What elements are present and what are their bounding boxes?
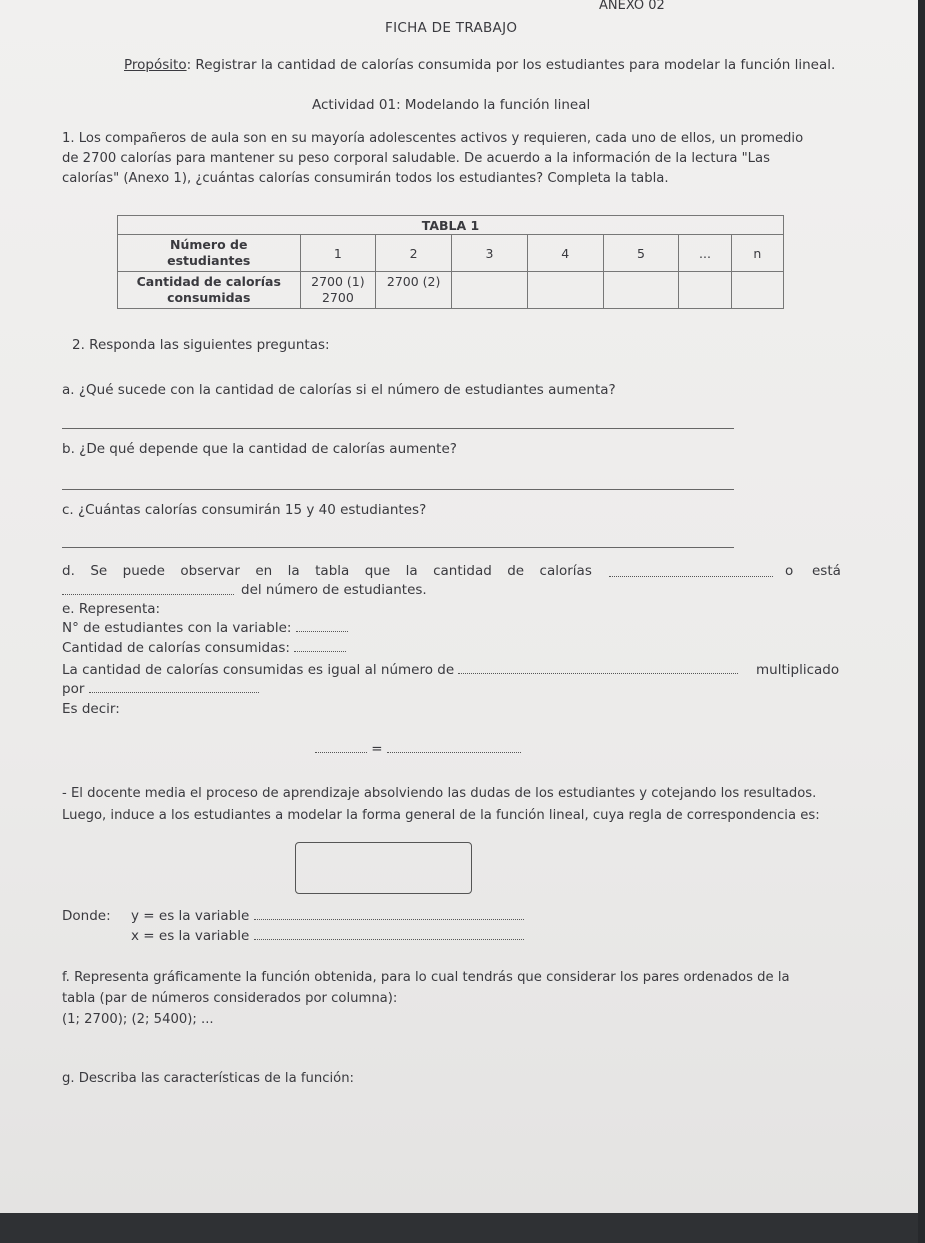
students-cell: 2 [376,235,452,272]
q2e-por: por [62,681,259,697]
q2a-question: a. ¿Qué sucede con la cantidad de calorías si el número de estudiantes aumenta? [62,382,616,398]
qf-line1: f. Representa gráficamente la función obtenida, para lo cual tendrás que considerar los pares ordenados de la [62,970,790,985]
qg-question: g. Describa las características de la función: [62,1071,354,1086]
q2e-eq-right-blank[interactable] [387,751,521,753]
students-cell: ... [679,235,731,272]
activity-title: Actividad 01: Modelando la función lineal [312,97,591,113]
q2d-blank2[interactable] [62,594,234,595]
q2e-es-decir: Es decir: [62,701,120,717]
q2d-blank1[interactable] [609,576,773,577]
purpose-line [124,57,835,73]
calories-cell: 2700 (1) 2700 [300,272,376,309]
qf-pairs: (1; 2700); (2; 5400); ... [62,1012,214,1027]
q2a-answer-line[interactable] [62,428,734,429]
q2e-blank-por[interactable] [89,691,259,693]
row-header-students: Número de estudiantes [118,235,301,272]
q2e-var2-blank[interactable] [294,650,346,652]
worksheet-title: FICHA DE TRABAJO [385,20,518,36]
q2e-line-a-end: multiplicado [756,662,840,678]
q2-intro: 2. Responda las siguientes preguntas: [72,337,330,353]
calories-cell[interactable] [452,272,528,309]
table-row [118,235,784,272]
q2e-var1: N° de estudiantes con la variable: [62,620,348,636]
q2d-esta: está [812,563,841,579]
q2e-blank-number[interactable] [458,672,738,674]
students-cell: 1 [300,235,376,272]
purpose-label: Propósito [124,57,187,73]
calories-cell: 2700 (2) [376,272,452,309]
calories-cell[interactable] [679,272,731,309]
q1-line2: de 2700 calorías para mantener su peso corporal saludable. De acuerdo a la información de la lectura "Las [62,151,770,166]
q2e-equation: = [315,741,521,757]
q2c-question: c. ¿Cuántas calorías consumirán 15 y 40 estudiantes? [62,502,427,518]
q2d-o: o [785,563,794,579]
calories-cell[interactable] [731,272,783,309]
calories-table [117,215,784,309]
donde-y: y = es la variable [131,908,524,924]
photo-right-edge [918,0,925,1243]
donde-y-blank[interactable] [254,918,524,920]
donde-x: x = es la variable [131,928,524,944]
docente-line1: - El docente media el proceso de aprendizaje absolviendo las dudas de los estudiantes y cotejando los resultados. [62,786,817,801]
q2e-var1-blank[interactable] [296,630,348,632]
q2b-question: b. ¿De qué depende que la cantidad de calorías aumente? [62,441,457,457]
students-cell: 3 [452,235,528,272]
q2e-line-a: La cantidad de calorías consumidas es igual al número de [62,662,738,678]
donde-label: Donde: [62,908,111,924]
table-row [118,272,784,309]
calories-cell[interactable] [603,272,679,309]
q2c-answer-line[interactable] [62,547,734,548]
students-cell: n [731,235,783,272]
purpose-text: : Registrar la cantidad de calorías consumida por los estudiantes para modelar la función lineal. [186,57,836,73]
calories-cell[interactable] [527,272,603,309]
q2e-title: e. Representa: [62,601,161,617]
annex-label: ANEXO 02 [599,0,665,13]
qf-line2: tabla (par de números considerados por columna): [62,991,398,1006]
photo-bottom-edge [0,1213,925,1243]
q1-line1: 1. Los compañeros de aula son en su mayoría adolescentes activos y requieren, cada uno de ellos, un promedio [62,131,804,146]
table-caption: TABLA 1 [118,216,784,235]
function-rule-box[interactable] [295,842,472,894]
donde-x-blank[interactable] [254,938,524,940]
students-cell: 4 [527,235,603,272]
docente-line2: Luego, induce a los estudiantes a modelar la forma general de la función lineal, cuya regla de correspondencia es: [62,808,820,823]
q2e-eq-left-blank[interactable] [315,751,367,753]
q2d-line1: d. Se puede observar en la tabla que la cantidad de calorías [62,563,592,579]
q2b-answer-line[interactable] [62,489,734,490]
q2e-var2: Cantidad de calorías consumidas: [62,640,346,656]
students-cell: 5 [603,235,679,272]
q1-line3: calorías" (Anexo 1), ¿cuántas calorías consumirán todos los estudiantes? Completa la tabla. [62,171,669,186]
row-header-calories: Cantidad de calorías consumidas [118,272,301,309]
q2d-line2: del número de estudiantes. [241,582,427,598]
